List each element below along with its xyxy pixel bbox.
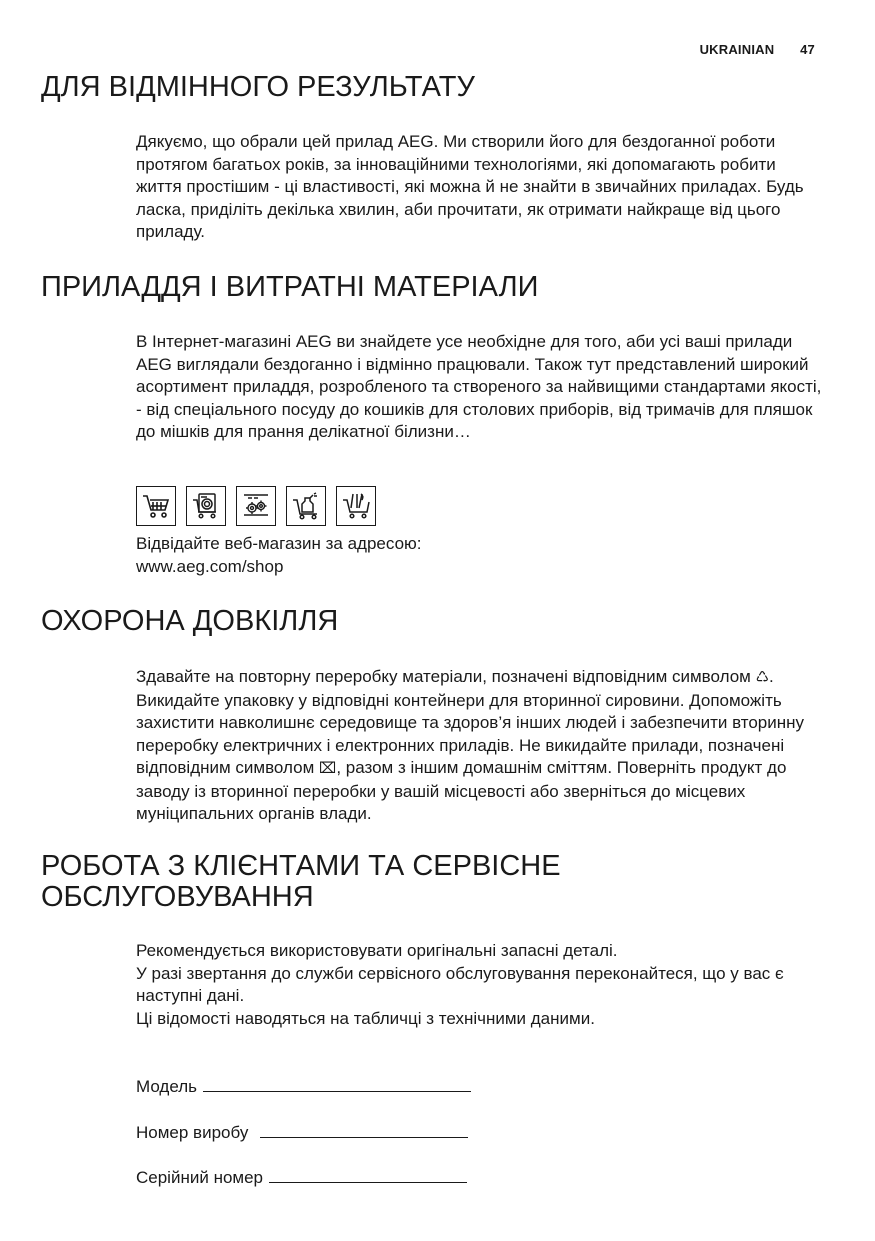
service-line: У разі звертання до служби сервісного обслуговування переконайтеся, що у вас є наступні дані. [136,963,784,1005]
accessories-paragraph [136,331,826,444]
model-label: Модель [136,1077,198,1096]
shop-icons-row [136,486,376,526]
page-header [700,42,815,57]
service-line: Рекомендується використовувати оригінальні запасні деталі. [136,941,618,960]
model-blank-line[interactable] [203,1075,471,1092]
environment-paragraph [136,666,826,826]
section-title-best-results: ДЛЯ ВІДМІННОГО РЕЗУЛЬТАТУ [41,71,475,103]
product-number-blank-line[interactable] [260,1121,468,1138]
environment-text [136,666,826,826]
shop-url-link[interactable]: www.aeg.com/shop [136,556,284,576]
page-number: 47 [800,42,815,57]
product-number-label: Номер виробу [136,1123,249,1142]
serial-number-label: Серійний номер [136,1168,264,1187]
language-label: UKRAINIAN [699,42,775,57]
environment-text-part2: . Викидайте упаковку у відповідні контейнери для вторинної сировини. Допоможіть захистити навколишнє середовище та здоров’я інших людей і забезпечити вторинну переробку електричних і електронних приладів. Не викидайте прилади, позначені відповідним символом [136,667,805,777]
service-line: Ці відомості наводяться на табличці з технічними даними. [136,1008,595,1028]
model-field[interactable] [136,1075,471,1098]
product-number-field[interactable] [136,1121,468,1144]
service-title-line1: РОБОТА З КЛІЄНТАМИ ТА СЕРВІСНЕ [41,850,561,882]
section-title-accessories: ПРИЛАДДЯ І ВИТРАТНІ МАТЕРІАЛИ [41,271,539,303]
section-title-customer-service [41,851,561,913]
shopping-cart-icon[interactable] [136,486,176,526]
serial-number-field[interactable] [136,1166,467,1189]
shop-visit-text: Відвідайте веб-магазин за адресою: [136,534,422,553]
dishwasher-gears-cart-icon[interactable] [236,486,276,526]
kitchen-tools-cart-icon[interactable] [336,486,376,526]
intro-text: Дякуємо, що обрали цей прилад AEG. Ми створили його для бездоганної роботи протягом багатьох років, за інноваційними технологіями, які допомагають робити життя простішим - ці властивості, які можна й не знайти в звичайних приладах. Будь ласка, приділіть декілька хвилин, аби прочитати, як отримати найкраще від цього приладу. [136,132,804,241]
accessories-text: В Інтернет-магазині AEG ви знайдете усе необхідне для того, аби усі ваші прилади AEG виглядали бездоганно і відмінно працювали. Також тут представлений широкий асортимент приладдя, розробленого та створеного за найвищими стандартами якості, - від спеціального посуду до кошиків для столових приборів, від тримачів для пляшок до мішків для прання делікатної білизни… [136,332,822,441]
crossed-bin-icon: ⌧ [319,760,337,777]
washing-machine-cart-icon[interactable] [186,486,226,526]
service-title-line2: ОБСЛУГОВУВАННЯ [41,881,314,913]
shop-info [136,533,826,578]
environment-text-part3: , разом з іншим домашнім сміттям. Поверніть продукт до заводу із вторинної переробки у вашій місцевості або зверніться до місцевих муніципальних органів влади. [136,758,787,823]
intro-paragraph [136,131,826,244]
recycle-icon: ♺ [755,669,770,686]
environment-text-part1: Здавайте на повторну переробку матеріали, позначені відповідним символом [136,667,751,686]
section-title-environment: ОХОРОНА ДОВКІЛЛЯ [41,605,339,637]
service-paragraph [136,940,826,1030]
spray-cart-icon[interactable] [286,486,326,526]
serial-number-blank-line[interactable] [269,1166,467,1183]
